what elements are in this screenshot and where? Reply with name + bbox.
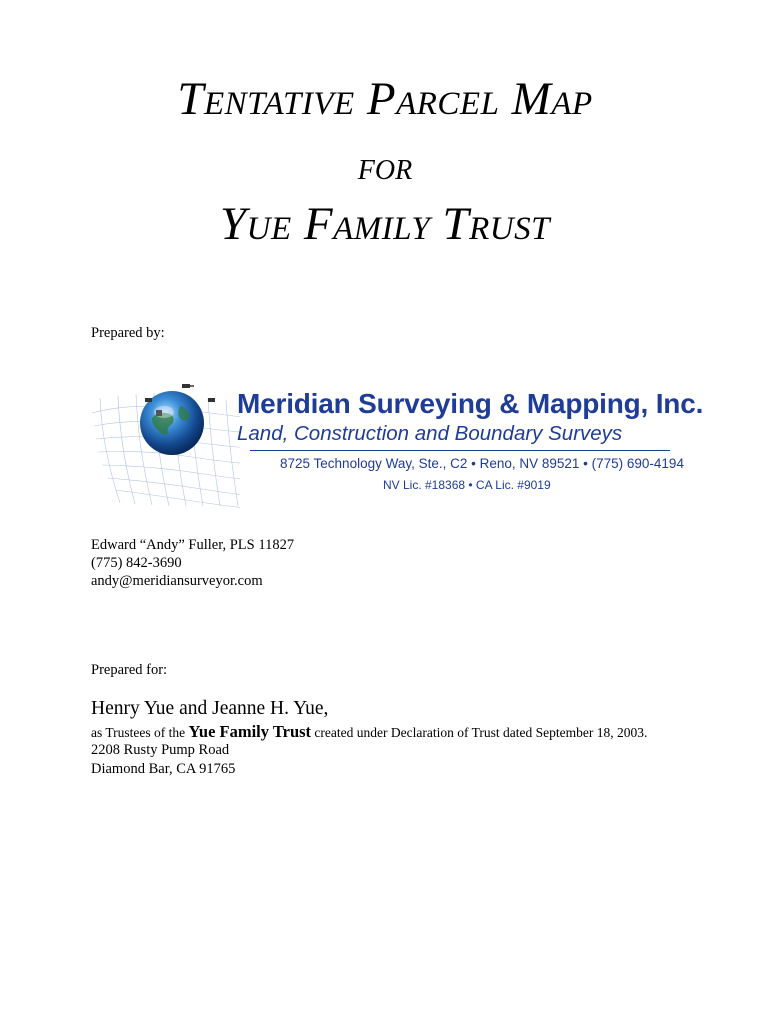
document-title-client: Yue Family Trust: [219, 198, 550, 250]
company-name: Meridian Surveying & Mapping, Inc.: [237, 388, 704, 419]
client-street: 2208 Rusty Pump Road: [91, 742, 230, 758]
trustee-suffix: created under Declaration of Trust dated September 18, 2003.: [311, 725, 648, 740]
document-title-connector: for: [357, 143, 413, 188]
logo-divider: [250, 450, 670, 451]
contact-name: Edward “Andy” Fuller, PLS 11827: [91, 537, 295, 553]
contact-email: andy@meridiansurveyor.com: [91, 573, 263, 589]
contact-phone: (775) 842-3690: [91, 555, 182, 571]
company-tagline: Land, Construction and Boundary Surveys: [237, 422, 623, 445]
trustee-statement: [91, 722, 647, 742]
client-city: Diamond Bar, CA 91765: [91, 761, 236, 777]
prepared-for-label: Prepared for:: [91, 662, 168, 678]
client-names: Henry Yue and Jeanne H. Yue,: [91, 698, 329, 719]
company-address: 8725 Technology Way, Ste., C2 • Reno, NV 89521 • (775) 690-4194: [280, 456, 684, 471]
trust-name: Yue Family Trust: [188, 722, 312, 741]
trustee-prefix: as Trustees of the: [91, 725, 189, 740]
document-title: Tentative Parcel Map: [177, 73, 593, 125]
company-license: NV Lic. #18368 • CA Lic. #9019: [383, 478, 551, 492]
prepared-by-label: Prepared by:: [91, 325, 165, 341]
globe-grid-satellite-icon: [90, 378, 240, 508]
company-logo: [90, 378, 704, 508]
